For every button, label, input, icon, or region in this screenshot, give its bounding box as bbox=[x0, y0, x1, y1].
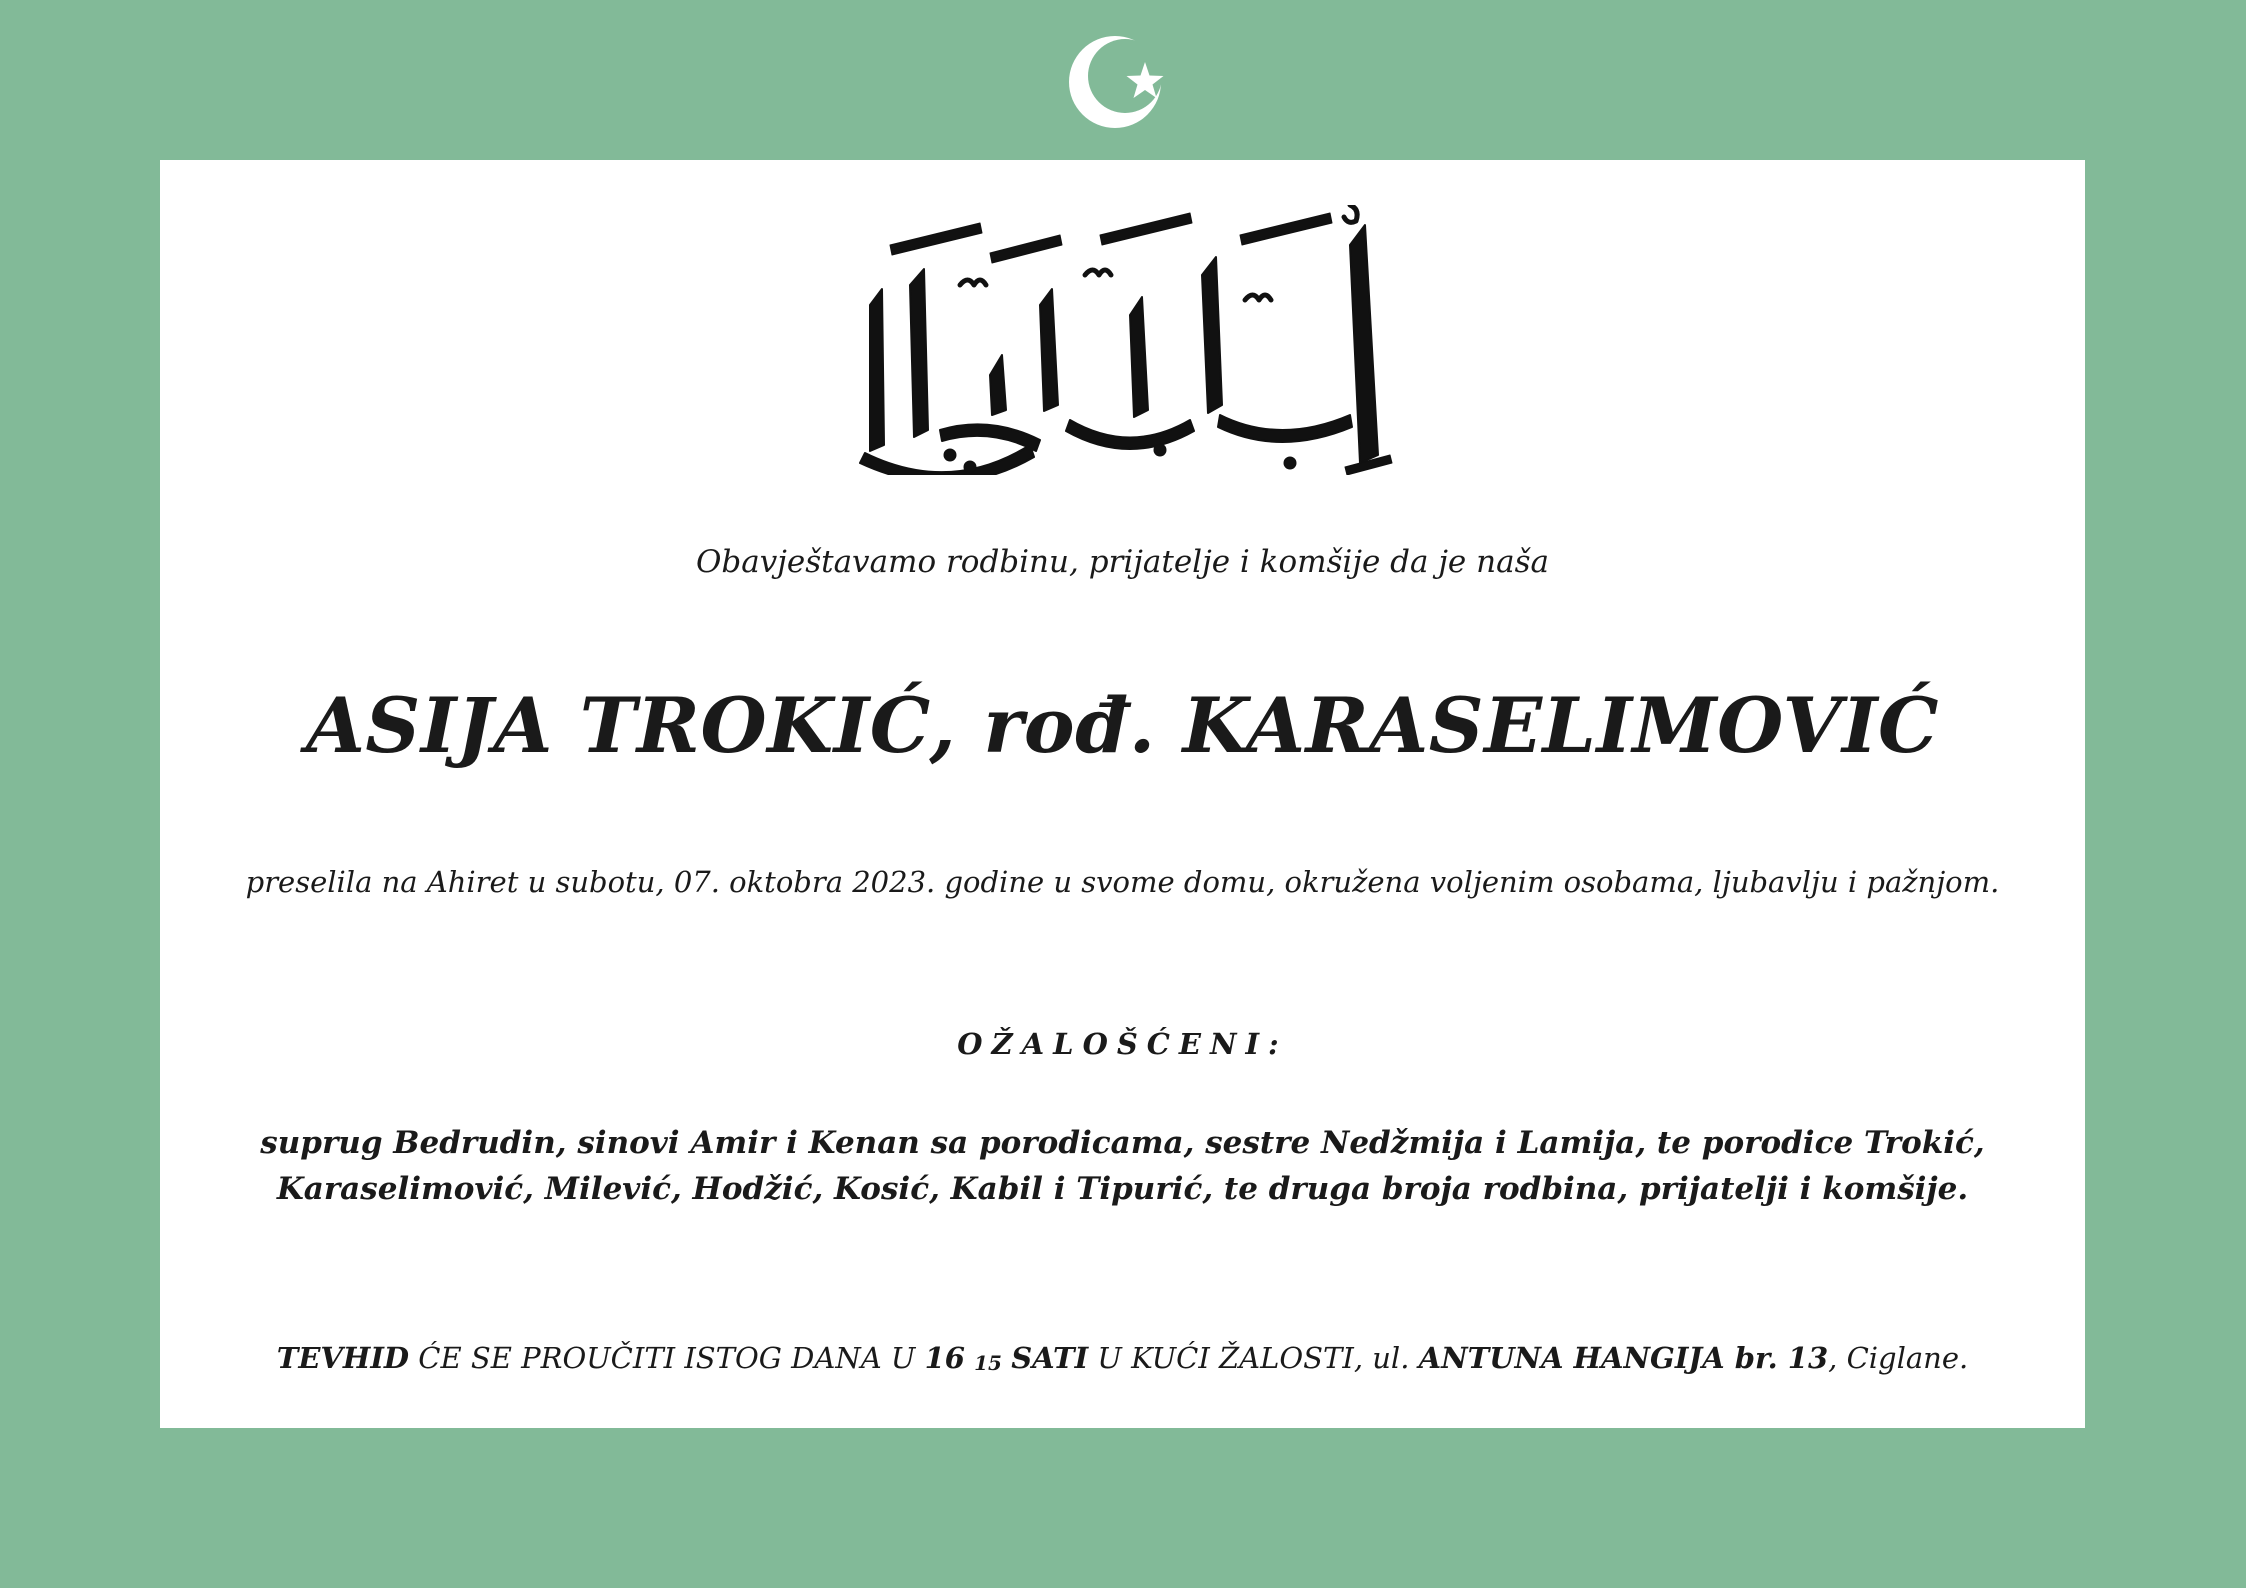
tevhid-text-2: U KUĆI ŽALOSTI, ul. bbox=[1088, 1341, 1419, 1375]
mourners-line-2: Karaselimović, Milević, Hodžić, Kosić, Kabil i Tipurić, te druga broja rodbina, prijatelji i komšije. bbox=[276, 1171, 1969, 1207]
mourners-heading: OŽALOŠĆENI: bbox=[957, 1027, 1288, 1061]
tevhid-word: TEVHID bbox=[276, 1341, 410, 1375]
obituary-card bbox=[160, 160, 2085, 1428]
tevhid-text-3: , Ciglane. bbox=[1828, 1341, 1969, 1375]
passing-statement: preselila na Ahiret u subotu, 07. oktobra 2023. godine u svome domu, okružena voljenim osobama, ljubavlju i pažnjom. bbox=[245, 865, 2000, 899]
tevhid-hour: 16 bbox=[924, 1341, 965, 1375]
crescent-star-icon bbox=[1065, 32, 1177, 132]
deceased-name: ASIJA TROKIĆ, rođ. KARASELIMOVIĆ bbox=[305, 681, 1940, 770]
tevhid-minute: 15 bbox=[974, 1351, 1002, 1375]
mourners-list bbox=[160, 1120, 2085, 1212]
mourners-line-1: suprug Bedrudin, sinovi Amir i Kenan sa porodicama, sestre Nedžmija i Lamija, te porodice Trokić, bbox=[260, 1125, 1985, 1161]
tevhid-announcement bbox=[160, 1338, 2085, 1383]
arabic-calligraphy-icon bbox=[830, 205, 1420, 475]
tevhid-text-1: ĆE SE PROUČITI ISTOG DANA U bbox=[409, 1341, 925, 1375]
tevhid-address: ANTUNA HANGIJA br. 13 bbox=[1418, 1341, 1829, 1375]
tevhid-sati: SATI bbox=[1011, 1341, 1089, 1375]
intro-text: Obavještavamo rodbinu, prijatelje i komšije da je naša bbox=[696, 544, 1549, 580]
